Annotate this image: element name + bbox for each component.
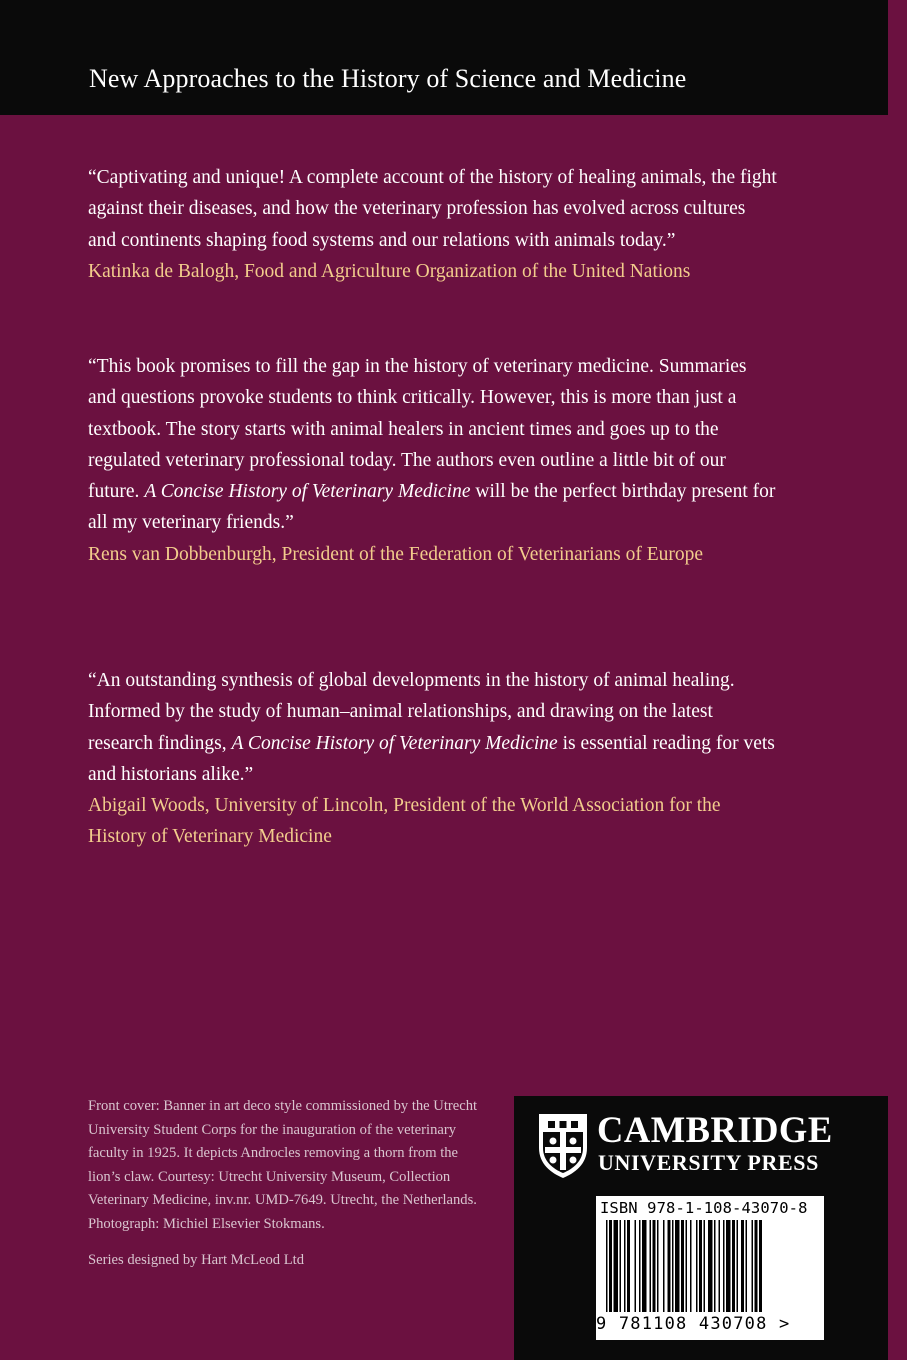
barcode-bar — [699, 1220, 702, 1312]
book-title: A Concise History of Veterinary Medicine — [144, 481, 471, 503]
barcode-bar — [708, 1220, 713, 1312]
quote-text — [88, 351, 778, 539]
barcode-bar — [759, 1220, 762, 1312]
barcode-bar — [639, 1220, 641, 1312]
barcode-bar — [741, 1220, 744, 1312]
barcode-bar — [714, 1220, 716, 1312]
quote-attribution: Rens van Dobbenburgh, President of the Federation of Veterinarians of Europe — [88, 543, 704, 565]
barcode-bar — [635, 1220, 637, 1312]
barcode-bar — [737, 1220, 739, 1312]
barcode-bar — [642, 1220, 647, 1312]
barcode-bar — [723, 1220, 725, 1312]
barcode-bar — [663, 1220, 665, 1312]
barcode-bar — [668, 1220, 671, 1312]
barcode-bar — [657, 1220, 659, 1312]
quote-text-part: will be the perfect birthday present for all my veterinary friends.” — [88, 481, 776, 534]
barcode-bar — [653, 1220, 656, 1312]
barcode-bar — [696, 1220, 698, 1312]
barcode-bar — [704, 1220, 706, 1312]
barcode-bar — [681, 1220, 684, 1312]
barcode-bar — [732, 1220, 735, 1312]
barcode-bar — [719, 1220, 721, 1312]
barcode-bar — [755, 1220, 758, 1312]
cover-credits — [88, 1095, 488, 1272]
barcode-bar — [614, 1220, 619, 1312]
series-banner — [0, 0, 888, 115]
endorsement-quote-3 — [88, 665, 778, 853]
barcode-digits: 9 781108 430708 > — [596, 1314, 791, 1334]
quote-text: “Captivating and unique! A complete account of the history of healing animals, the fight against their diseases, and how the veterinary profession has evolved across cultures and continents shaping food systems and our relations with animals today.” — [88, 167, 777, 251]
barcode-bar — [606, 1220, 608, 1312]
barcode-bars — [606, 1220, 814, 1312]
barcode-bar — [672, 1220, 674, 1312]
quote-text-part: “An outstanding synthesis of global developments in the history of animal healing. Informed by the study of human–animal relationships, and drawing on the latest research findings, — [88, 670, 735, 754]
barcode-bar — [675, 1220, 680, 1312]
isbn-label: ISBN 978-1-108-43070-8 — [600, 1199, 808, 1217]
publisher-press: UNIVERSITY PRESS — [598, 1150, 819, 1175]
endorsement-quote-1 — [88, 162, 778, 287]
quote-attribution: Katinka de Balogh, Food and Agriculture Organization of the United Nations — [88, 260, 691, 282]
barcode-bar — [690, 1220, 692, 1312]
university-crest-icon — [535, 1110, 591, 1180]
quote-text-part: is essential reading for vets and historians alike.” — [88, 732, 775, 785]
barcode-bar — [726, 1220, 731, 1312]
barcode-bar — [650, 1220, 652, 1312]
barcode-bar — [627, 1220, 630, 1312]
publisher-panel — [514, 1096, 888, 1360]
barcode-bar — [624, 1220, 626, 1312]
barcode-bar — [686, 1220, 688, 1312]
endorsement-quote-2 — [88, 351, 778, 570]
cover-note: Front cover: Banner in art deco style commissioned by the Utrecht University Student Corps for the inauguration of the veterinary faculty in 1925. It depicts Androcles removing a thorn from the lion’s claw. Courtesy: Utrecht University Museum, Collection Veterinary Medicine, inv.nr. UMD-7649. Utrecht, the Netherlands. Photograph: Michiel Elsevier Stokmans. — [88, 1098, 478, 1232]
quote-text — [88, 665, 778, 790]
series-design-credit: Series designed by Hart McLeod Ltd — [88, 1251, 305, 1268]
barcode-bar — [752, 1220, 754, 1312]
book-title: A Concise History of Veterinary Medicine — [231, 732, 558, 754]
series-title: New Approaches to the History of Science and Medicine — [89, 64, 687, 93]
barcode-bar — [620, 1220, 622, 1312]
quote-text-part: “This book promises to fill the gap in the history of veterinary medicine. Summaries and questions provoke students to think critically. However, this is more than just a textbook. The story starts with animal healers in ancient times and goes up to the regulated veterinary professional today. The authors even outline a little bit of our future. — [88, 356, 747, 503]
barcode-bar — [609, 1220, 612, 1312]
barcode — [596, 1196, 824, 1340]
publisher-name: CAMBRIDGE — [597, 1109, 833, 1150]
quote-attribution: Abigail Woods, University of Lincoln, President of the World Association for the History of Veterinary Medicine — [88, 795, 721, 848]
barcode-bar — [746, 1220, 748, 1312]
